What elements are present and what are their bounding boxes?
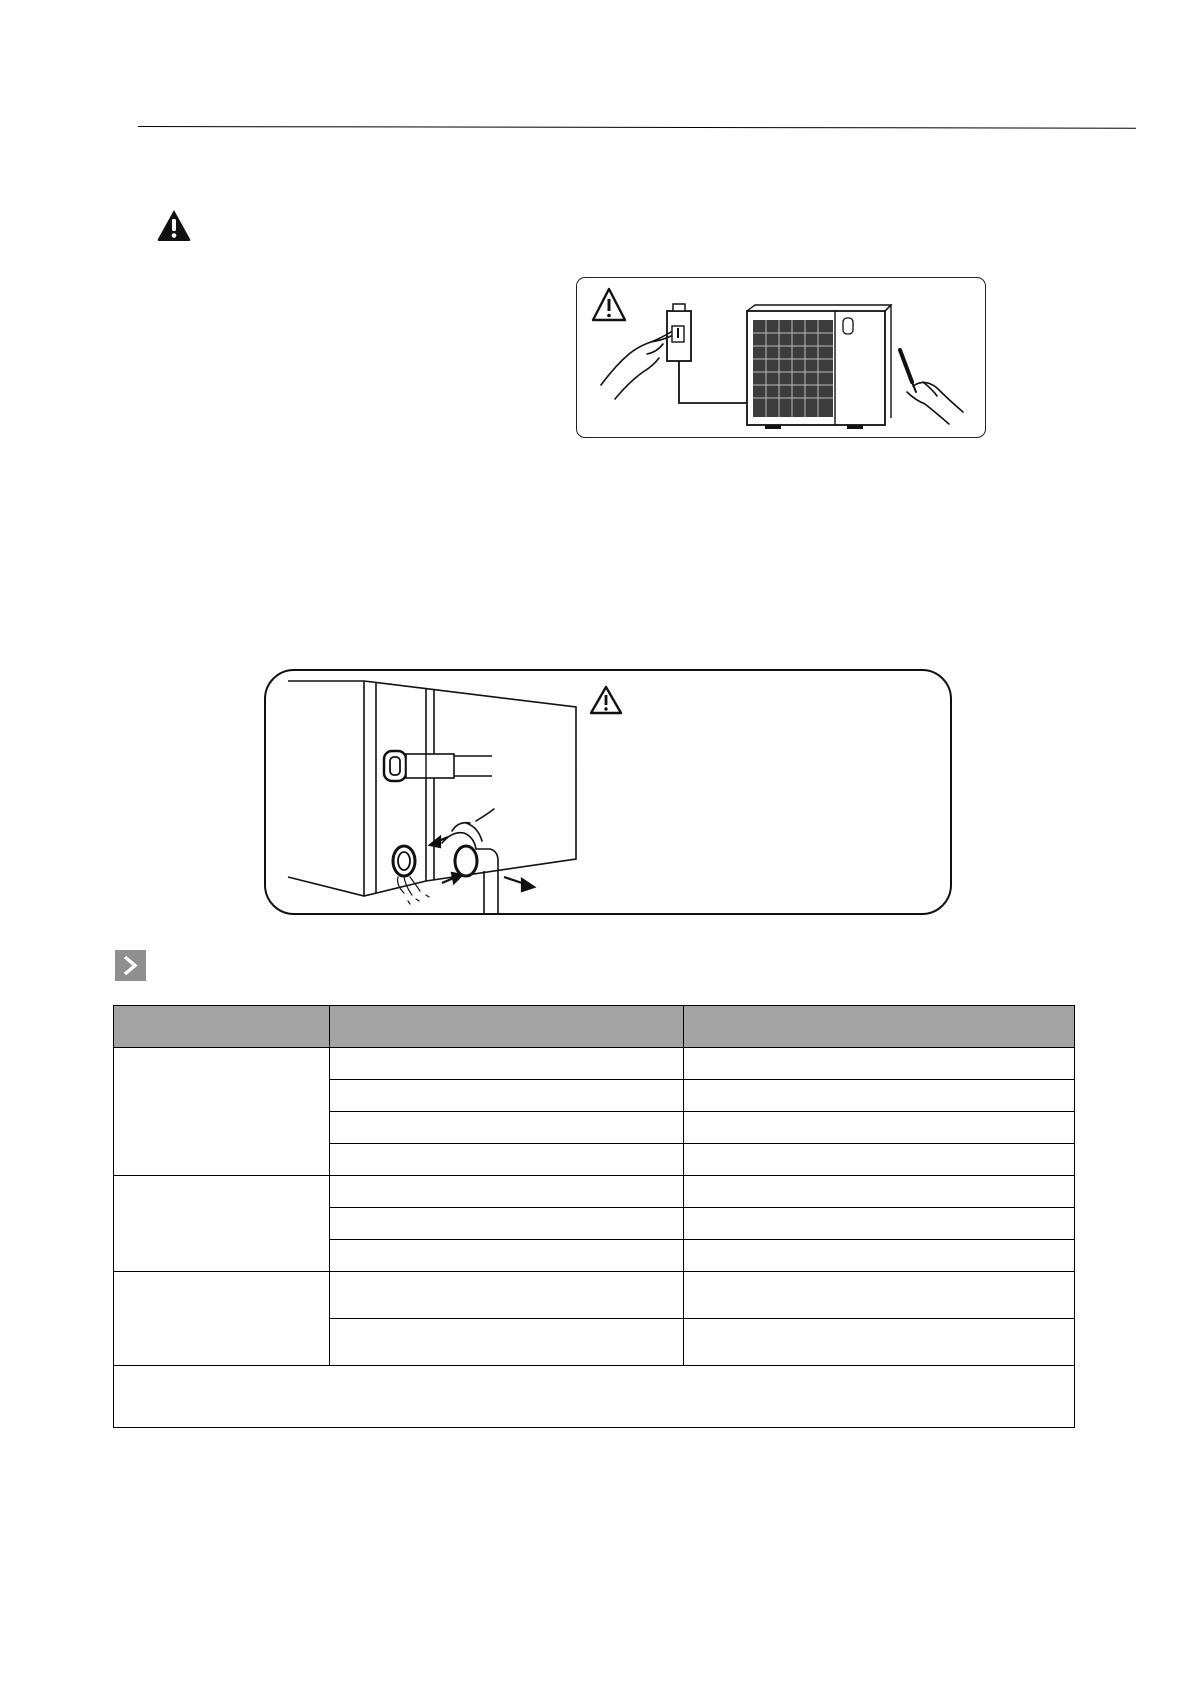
table-header-cell [114,1006,330,1048]
table-cell [684,1208,1075,1240]
water-inlet-connector [384,751,492,781]
table-header-cell [330,1006,684,1048]
chevron-right-icon [115,950,146,981]
table-cell [684,1240,1075,1272]
table-group-cell [114,1176,330,1272]
table-cell [330,1176,684,1208]
table-note-cell [114,1366,1075,1428]
table-row [114,1272,1075,1319]
table-group-cell [114,1048,330,1176]
table-cell [330,1112,684,1144]
warning-triangle-icon [156,208,192,242]
warning-triangle-icon [593,289,625,320]
heat-pump-unit [747,305,891,429]
table-header-row [114,1006,1075,1048]
table-cell [684,1048,1075,1080]
disconnect-power-figure [576,277,986,438]
table-cell [684,1319,1075,1366]
table-cell [684,1144,1075,1176]
table-cell [330,1319,684,1366]
header-rule [138,126,1136,129]
disconnect-power-drawing [577,278,986,438]
table-group-cell [114,1272,330,1366]
arrow-icon [430,837,534,891]
warning-triangle-icon [591,687,621,713]
section-marker [115,950,146,981]
table-cell [330,1080,684,1112]
table-cell [684,1272,1075,1319]
table-row [114,1176,1075,1208]
table-header-cell [684,1006,1075,1048]
table-note-row [114,1366,1075,1428]
hand-icon [442,809,494,849]
drain-water-drawing [266,671,952,915]
table-cell [684,1176,1075,1208]
table-cell [330,1272,684,1319]
drain-water-figure [264,669,952,915]
table-cell [330,1208,684,1240]
table-cell [684,1080,1075,1112]
table-cell [330,1240,684,1272]
table-row [114,1048,1075,1080]
troubleshooting-table [113,1005,1075,1428]
heat-pump-side-panel [288,681,576,896]
table-cell [330,1144,684,1176]
hand-icon [601,332,671,399]
table-cell [684,1112,1075,1144]
table-cell [330,1048,684,1080]
